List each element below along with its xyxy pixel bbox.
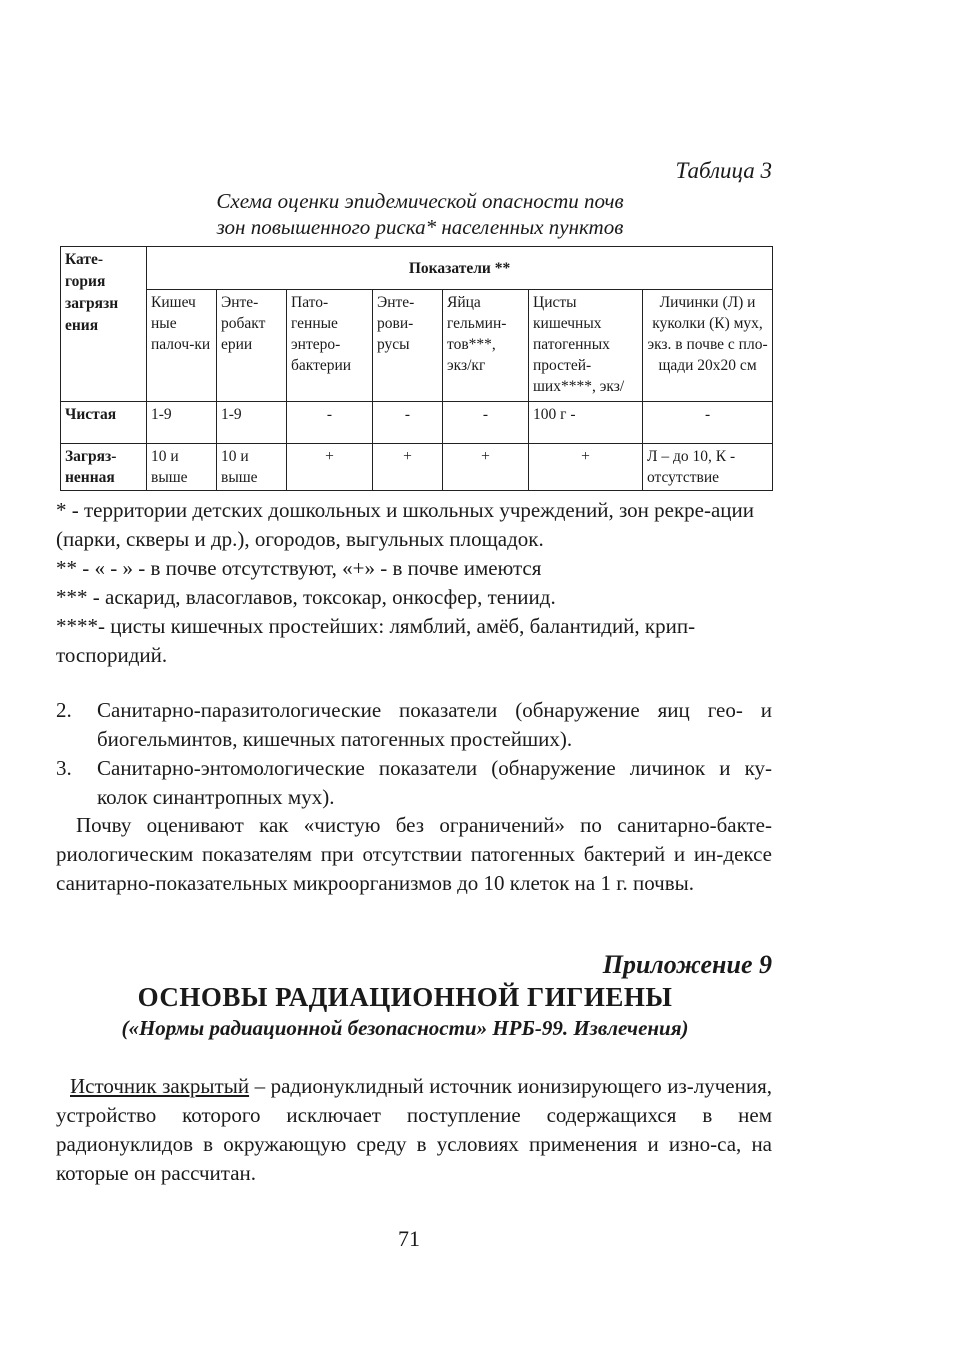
list-text: Санитарно-паразитологические показатели (обнаружение яиц гео- и биогельминтов, кишечных патогенных простейших).: [97, 698, 772, 751]
caption-line-1: Схема оценки эпидемической опасности почв: [216, 189, 624, 213]
indicator-list: [56, 696, 772, 812]
table-label: Таблица 3: [675, 158, 772, 183]
footnotes: [56, 496, 772, 670]
column-header: Яйца гельмин-тов***, экз/кг: [443, 290, 529, 402]
table-cell: -: [373, 402, 443, 444]
row-category: Чистая: [61, 402, 147, 444]
table-cell: +: [529, 444, 643, 491]
table-cell: +: [443, 444, 529, 491]
footnote-2: ** - « - » - в почве отсутствуют, «+» - в почве имеются: [56, 556, 542, 580]
column-header: Личинки (Л) и куколки (К) мух, экз. в почве с пло-щади 20х20 см: [643, 290, 773, 402]
definition-paragraph: [56, 1072, 772, 1188]
table-cell: -: [443, 402, 529, 444]
table-cell: -: [643, 402, 773, 444]
table-cell: 10 и выше: [147, 444, 217, 491]
indicators-header: Показатели **: [147, 247, 773, 290]
footnote-3: *** - аскарид, власоглавов, токсокар, онкосфер, тениид.: [56, 585, 556, 609]
table-caption: [150, 188, 690, 240]
column-header: Энте-робакт ерии: [217, 290, 287, 402]
column-header: Пато-генные энтеро-бактерии: [287, 290, 373, 402]
category-header: Кате-гория загрязн ения: [61, 247, 147, 402]
table-cell: Л – до 10, К - отсутствие: [643, 444, 773, 491]
appendix-label: Приложение 9: [602, 950, 772, 979]
list-item: [56, 696, 772, 754]
definition-text: – радионуклидный источник ионизирующего из-лучения, устройство которого исключает поступление содержащихся в нем радионуклидов в окружающую среду в условиях применения и изно-са, на которые он рассчитан.: [56, 1074, 772, 1185]
list-number: 3.: [56, 756, 72, 780]
table-cell: 10 и выше: [217, 444, 287, 491]
list-text: Санитарно-энтомологические показатели (обнаружение личинок и ку-колок синантропных мух).: [97, 756, 772, 809]
section-subtitle: («Нормы радиационной безопасности» НРБ-99. Извлечения): [121, 1016, 689, 1040]
list-number: 2.: [56, 698, 72, 722]
footnote-4: ****- цисты кишечных простейших: лямблий, амёб, балантидий, крип-тоспоридий.: [56, 614, 696, 667]
table-row: [61, 402, 773, 444]
body-paragraph: Почву оценивают как «чистую без ограничений» по санитарно-бакте-риологическим показателям при отсутствии патогенных бактерий и ин-дексе санитарно-показательных микроорганизмов до 10 клеток на 1 г. почвы.: [56, 813, 772, 895]
section-title: ОСНОВЫ РАДИАЦИОННОЙ ГИГИЕНЫ: [137, 982, 673, 1012]
table-cell: +: [373, 444, 443, 491]
definition-term: Источник закрытый: [70, 1074, 250, 1098]
table-cell: 1-9: [217, 402, 287, 444]
page-number: 71: [398, 1226, 420, 1251]
soil-assessment-table: [60, 246, 773, 491]
table-cell: -: [287, 402, 373, 444]
table-cell: 100 г -: [529, 402, 643, 444]
row-category: Загряз-ненная: [61, 444, 147, 491]
table-cell: 1-9: [147, 402, 217, 444]
caption-line-2: зон повышенного риска* населенных пунктов: [216, 215, 624, 239]
list-item: [56, 754, 772, 812]
column-header: Энте-рови-русы: [373, 290, 443, 402]
column-header: Цисты кишечных патогенных простей-ших****, экз/: [529, 290, 643, 402]
table-row: [61, 444, 773, 491]
table-cell: +: [287, 444, 373, 491]
footnote-1: * - территории детских дошкольных и школьных учреждений, зон рекре-ации (парки, скверы и др.), огородов, выгульных площадок.: [56, 498, 754, 551]
column-header: Кишеч ные палоч-ки: [147, 290, 217, 402]
